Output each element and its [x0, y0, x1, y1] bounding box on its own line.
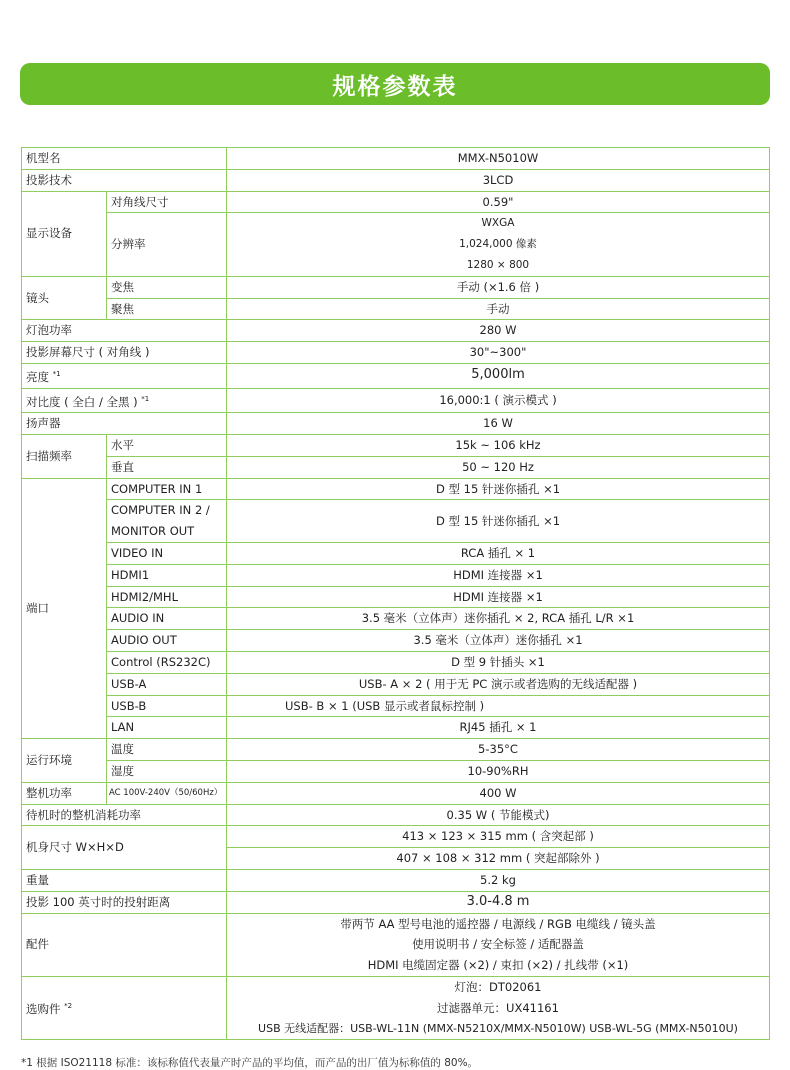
page-title: 规格参数表: [332, 73, 458, 100]
row-label: 投影技术: [22, 169, 227, 191]
row-value: [227, 213, 770, 276]
port-name: AUDIO OUT: [107, 630, 227, 652]
port-value: USB- B × 1 (USB 显示或者鼠标控制 ): [227, 695, 770, 717]
table-row: [22, 363, 770, 388]
row-value: 手动 (×1.6 倍 ): [227, 276, 770, 298]
sub-label: 垂直: [107, 456, 227, 478]
footnote-marker: *1: [52, 369, 61, 378]
table-row: [22, 388, 770, 413]
spec-table: [21, 147, 770, 1040]
value-line: 灯泡：DT02061: [454, 979, 542, 994]
port-name: Control (RS232C): [107, 651, 227, 673]
row-value: 15k ~ 106 kHz: [227, 435, 770, 457]
value-line: 1280 × 800: [466, 258, 530, 271]
row-label: 投影屏幕尺寸 ( 对角线 ): [22, 342, 227, 364]
table-row: [22, 564, 770, 586]
port-value: 3.5 毫米（立体声）迷你插孔 ×1: [227, 630, 770, 652]
port-value: HDMI 连接器 ×1: [227, 564, 770, 586]
table-row: [22, 976, 770, 1039]
port-value: RJ45 插孔 × 1: [227, 717, 770, 739]
port-name: COMPUTER IN 1: [107, 478, 227, 500]
row-label: 配件: [22, 913, 227, 976]
row-value: 5,000lm: [227, 363, 770, 388]
row-label: 对比度 ( 全白 / 全黑 ): [26, 394, 138, 409]
port-value: D 型 9 针插头 ×1: [227, 651, 770, 673]
row-label: 镜头: [22, 276, 107, 320]
sub-label: 变焦: [107, 276, 227, 298]
row-label: 亮度: [26, 369, 49, 384]
row-label: 扫描频率: [22, 435, 107, 479]
row-value: 10-90%RH: [227, 760, 770, 782]
table-row: [22, 739, 770, 761]
row-label-cell: [22, 388, 227, 413]
row-value: 0.35 W ( 节能模式): [227, 804, 770, 826]
spec-table-container: [21, 147, 769, 1040]
port-value: HDMI 连接器 ×1: [227, 586, 770, 608]
table-row: [22, 320, 770, 342]
table-row: [22, 826, 770, 848]
title-banner: [20, 63, 770, 105]
sub-label: 对角线尺寸: [107, 191, 227, 213]
row-label: 运行环境: [22, 739, 107, 783]
port-name: USB-A: [107, 673, 227, 695]
table-row: [22, 456, 770, 478]
table-row: [22, 342, 770, 364]
value-line: 1,024,000 像素: [459, 238, 537, 251]
table-row: [22, 630, 770, 652]
table-row: [22, 782, 770, 804]
table-row: [22, 191, 770, 213]
port-value: USB- A × 2 ( 用于无 PC 演示或者选购的无线适配器 ): [227, 673, 770, 695]
port-name: VIDEO IN: [107, 543, 227, 565]
row-value: 5-35°C: [227, 739, 770, 761]
row-label: 显示设备: [22, 191, 107, 276]
table-row: [22, 760, 770, 782]
table-row: [22, 608, 770, 630]
value-line: USB 无线适配器：USB-WL-11N (MMX-N5210X/MMX-N5010W) USB-WL-5G (MMX-N5010U): [258, 1021, 738, 1035]
row-value: 400 W: [227, 782, 770, 804]
table-row: [22, 804, 770, 826]
table-row: [22, 869, 770, 891]
row-value: 5.2 kg: [227, 869, 770, 891]
port-name: AUDIO IN: [107, 608, 227, 630]
table-row: [22, 435, 770, 457]
row-label: 灯泡功率: [22, 320, 227, 342]
sub-label: AC 100V-240V（50/60Hz）: [107, 782, 227, 804]
port-name: LAN: [107, 717, 227, 739]
row-value: 3LCD: [227, 169, 770, 191]
row-label: 机型名: [22, 148, 227, 170]
value-line: HDMI 电缆固定器 (×2) / 束扣 (×2) / 扎线带 (×1): [367, 958, 629, 973]
row-value: [227, 976, 770, 1039]
port-name: COMPUTER IN 2 / MONITOR OUT: [107, 500, 227, 543]
row-value: 30"~300": [227, 342, 770, 364]
table-row: [22, 213, 770, 276]
table-row: [22, 891, 770, 913]
port-value: D 型 15 针迷你插孔 ×1: [227, 478, 770, 500]
port-value: D 型 15 针迷你插孔 ×1: [227, 500, 770, 543]
table-row: [22, 500, 770, 543]
table-row: [22, 586, 770, 608]
sub-label: 温度: [107, 739, 227, 761]
sub-label: 湿度: [107, 760, 227, 782]
table-row: [22, 413, 770, 435]
row-label-cell: [22, 976, 227, 1039]
value-line: WXGA: [481, 217, 515, 230]
port-name: HDMI2/MHL: [107, 586, 227, 608]
sub-label: 分辨率: [107, 213, 227, 276]
row-label: 整机功率: [22, 782, 107, 804]
row-value: 50 ~ 120 Hz: [227, 456, 770, 478]
row-label: 端口: [22, 478, 107, 739]
row-label: 重量: [22, 869, 227, 891]
row-value: 手动: [227, 298, 770, 320]
row-value: 407 × 108 × 312 mm ( 突起部除外 ): [227, 848, 770, 870]
table-row: [22, 673, 770, 695]
table-row: [22, 276, 770, 298]
table-row: [22, 478, 770, 500]
row-label: 机身尺寸 W×H×D: [22, 826, 227, 870]
row-value: 280 W: [227, 320, 770, 342]
row-label: 扬声器: [22, 413, 227, 435]
table-row: [22, 169, 770, 191]
row-value: [227, 913, 770, 976]
row-label-cell: [22, 363, 227, 388]
row-label: 投影 100 英寸时的投射距离: [22, 891, 227, 913]
value-line: 使用说明书 / 安全标签 / 适配器盖: [412, 937, 584, 952]
table-row: [22, 148, 770, 170]
value-line: 过滤器单元：UX41161: [437, 1000, 559, 1015]
sub-label: 聚焦: [107, 298, 227, 320]
port-value: 3.5 毫米（立体声）迷你插孔 × 2, RCA 插孔 L/R ×1: [227, 608, 770, 630]
footnote: *1 根据 ISO21118 标准：该标称值代表量产时产品的平均值，而产品的出厂值为标称值的 80%。: [21, 1057, 479, 1069]
value-line: 带两节 AA 型号电池的遥控器 / 电源线 / RGB 电缆线 / 镜头盖: [340, 916, 656, 931]
sub-label: 水平: [107, 435, 227, 457]
port-value: RCA 插孔 × 1: [227, 543, 770, 565]
row-label: 选购件: [26, 1002, 61, 1017]
row-value: MMX-N5010W: [227, 148, 770, 170]
table-row: [22, 651, 770, 673]
row-value: 0.59": [227, 191, 770, 213]
row-value: 16,000:1 ( 演示模式 ): [227, 388, 770, 413]
row-value: 16 W: [227, 413, 770, 435]
row-label: 待机时的整机消耗功率: [22, 804, 227, 826]
table-row: [22, 695, 770, 717]
table-row: [22, 717, 770, 739]
table-row: [22, 298, 770, 320]
table-row: [22, 913, 770, 976]
table-row: [22, 543, 770, 565]
row-value: 3.0-4.8 m: [227, 891, 770, 913]
row-value: 413 × 123 × 315 mm ( 含突起部 ): [227, 826, 770, 848]
footnote-marker: *1: [141, 394, 150, 403]
port-name: USB-B: [107, 695, 227, 717]
port-name: HDMI1: [107, 564, 227, 586]
footnote-marker: *2: [64, 1002, 73, 1011]
